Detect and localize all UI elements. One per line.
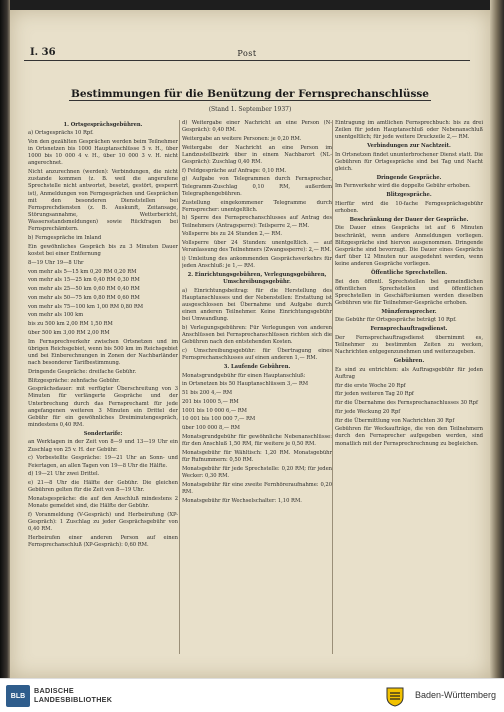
paragraph: In Ortsnetzen findet ununterbrochener Dienst statt. Die Gebühren für Ortsgespräche sind bei Tag und Nacht gleich.: [335, 151, 483, 173]
paragraph: von mehr als 25—50 km 0,60 RM 0,40 RM: [28, 286, 140, 293]
paragraph: b) Ferngespräche im Inland: [28, 235, 102, 242]
paragraph: über 500 km 3,00 RM 2,00 RM: [28, 329, 110, 336]
section-heading: 3. Laufende Gebühren.: [223, 364, 291, 371]
paragraph: für die erste Woche 20 Rpf: [335, 382, 406, 389]
column-divider: [179, 120, 180, 654]
blb-logo: BLB: [6, 685, 30, 707]
paragraph: e) 21—8 Uhr die Hälfte der Gebühr. Die gleichen Gebühren gelten für die Zeit von 8—19 Uhr.: [28, 480, 178, 494]
paragraph: Gesprächsdauer: mit verfügter Überschreitung von 3 Minuten für verlängerte Gespräche und der Unterbrechung durch das Fernsprechamt für jede angefangenen weiteren 3 Minuten ein Drittel der Gebühr für ein gewöhnliches Dreiminutengespräch, mindestens 0,40 RM.: [28, 386, 178, 429]
paragraph: 201 bis 1000 5,— RM: [182, 398, 239, 405]
paragraph: c) Umschreibungsgebühr: für Übertragung eines Fernsprechanschlusses auf einen anderen 1,— RM.: [182, 348, 332, 362]
section-heading: Gebühren.: [393, 357, 425, 364]
paragraph: Im Fernsprechverkehr zwischen Ortsnetzen und im übrigen Reichsgebiet, wenn bis 500 km im Reichsgebiet und bei Einberechnungen in Zonen der Nachbarländer nach besonderer Tarifbestimmung.: [28, 338, 178, 366]
column-divider: [332, 120, 333, 654]
paragraph: für jede Weckung 20 Rpf: [335, 408, 401, 415]
paragraph: a) Einrichtungsbeitrag: für die Herstellung des Hauptanschlusses und der Nebenstellen: Erstattung ist ausgeschlossen bei Übernahme und Aufgabe durch einen anderen Teilnehmer. Keine Einrichtungsgebühr bei Umwandlung.: [182, 287, 332, 323]
paragraph: a) Ortsgesprächs 10 Rpf.: [28, 130, 94, 137]
paragraph: über 100 000 8,— RM: [182, 425, 240, 432]
section-heading: 1. Ortsgesprächsgebühren.: [63, 121, 143, 128]
paragraph: Im Fernverkehr wird die doppelte Gebühr erhoben.: [335, 183, 471, 190]
paragraph: für jeden weiteren Tag 20 Rpf: [335, 391, 414, 398]
paragraph: Monatsgebühr für jede Sprechstelle: 0,20 RM; für jeden Wecker: 0,30 RM.: [182, 465, 332, 479]
paragraph: Monatsgespräche: die auf den Anschluß mindestens 2 Monate gemeldet sind, die Hälfte der Gebühr.: [28, 495, 178, 510]
paragraph: d) Weitergabe einer Nachricht an eine Person (N-Gespräch): 0,40 RM.: [182, 120, 332, 134]
paragraph: Zustellung eingekommener Telegramme durch Fernsprecher: unentgeltlich.: [182, 199, 332, 213]
paragraph: Monatsgebühr für Wähltisch: 1,20 RM. Monatsgebühr für Rufnummern: 0,50 RM.: [182, 449, 332, 464]
section-heading: Blitzgespräche.: [386, 192, 432, 199]
paragraph: an Werktagen in der Zeit von 8—9 und 13—19 Uhr ein Zuschlag von 25 v. H. der Gebühr.: [28, 439, 178, 453]
section-title: Post: [237, 49, 257, 58]
paragraph: Monatsgebühr für Wechselschalter: 1,10 RM.: [182, 497, 302, 504]
paragraph: von mehr als 15—25 km 0,40 RM 0,30 RM: [28, 277, 140, 284]
section-heading: Sondertarife:: [83, 430, 123, 437]
paragraph: Von den gezählten Gesprächen werden beim Teilnehmer in Ortsnetzen bis 1000 Hauptanschlüsse 5 v. H., über 1000 bis 10 000 4 v. H., über 10 000 3 v. H. nicht angerechnet.: [28, 138, 178, 167]
paragraph: 10 001 bis 100 000 7,— RM: [182, 416, 256, 423]
paragraph: 1001 bis 10 000 6,— RM: [182, 407, 247, 414]
paragraph: Ein gewöhnliches Gespräch bis zu 3 Minuten Dauer kostet bei einer Entfernung: [28, 243, 178, 258]
book-binding: [0, 0, 10, 678]
paragraph: Eintragung im amtlichen Fernsprechbuch: bis zu drei Zeilen für jeden Hauptanschluß oder Nebenanschluß unentgeltlich; für jede weitere Druckzeile 2,— RM.: [335, 120, 483, 141]
document-title: [10, 88, 490, 100]
book-page: [10, 10, 490, 678]
paragraph: 51 bis 200 4,— RM: [182, 390, 233, 397]
paragraph: Vollsperre bis zu 24 Stunden 2,— RM.: [182, 231, 283, 238]
section-heading: Fernsprechauftragsdienst.: [370, 326, 448, 333]
paragraph: in Ortsnetzen bis 50 Hauptanschlüssen 3,— RM: [182, 381, 309, 388]
paragraph: Herbeirufen einer anderen Person auf einen Fernsprechanschluß (XP-Gespräch): 0,60 RM.: [28, 534, 178, 549]
paragraph: b) Verlegungsgebühren: Für Verlegungen von anderen Anschlüssen bei Fernsprechanschlüssen richten sich die Gebühren nach den entstehenden Kosten.: [182, 325, 332, 346]
state-crest-icon: [384, 685, 406, 707]
paragraph: Bei den öffentl. Sprechstellen bei gemeindlichen öffentlichen Sprechstellen und öffentlichen Sprechstellen in Geschäftsräumen werden dieselben Gebühren wie für Teilnehmer-Gespräche erhoben.: [335, 278, 483, 307]
section-heading: Öffentliche Sprechstellen.: [371, 269, 447, 276]
paragraph: Gebühren für Weckaufträge, die von den Teilnehmern durch den Fernsprecher aufgegeben werden, sind monatlich mit der Fernsprechrechnung zu begleichen.: [335, 426, 483, 447]
paragraph: f) Feldgespräche auf Anfrage: 0,10 RM.: [182, 167, 287, 174]
paragraph: von mehr als 5—15 km 0,20 RM 0,20 RM: [28, 268, 137, 275]
column-2: [182, 120, 332, 654]
page-number: I. 36: [30, 47, 56, 58]
page-header: [24, 42, 470, 61]
paragraph: für die Übermittlung von Nachrichten 30 Rpf: [335, 417, 455, 424]
paragraph: Weitergabe an weitere Personen: je 0,20 RM.: [182, 135, 302, 142]
paragraph: Der Fernsprechauftragsdienst übernimmt es, Teilnehmer zu bestimmten Zeiten zu wecken, Nachrichten entgegenzunehmen und weiterzugeben.: [335, 334, 483, 356]
paragraph: von mehr als 75—100 km 1,00 RM 0,80 RM: [28, 303, 144, 310]
section-heading: Verbindungen zur Nachtzeit.: [367, 143, 451, 150]
paragraph: Dringende Gespräche: dreifache Gebühr.: [28, 368, 137, 375]
document-subtitle: (Stand 1. September 1937): [208, 106, 292, 113]
paragraph: Es sind zu entrichten: als Auftragsgebühr für jeden Auftrag: [335, 366, 483, 380]
paragraph: g) Aufgabe von Telegrammen durch Fernsprecher, Telegramm-Zuschlag 0,10 RM, außerdem Telegraphengebühren.: [182, 176, 332, 197]
paragraph: Die Gebühr für Ortsgespräche beträgt 10 Rpf.: [335, 317, 457, 324]
paragraph: Monatsgrundgebühr für gewöhnliche Nebenanschlüsse: für den Anschluß 1,50 RM, für weitere je 0,50 RM.: [182, 433, 332, 448]
section-heading: Beschränkung der Dauer der Gespräche.: [349, 216, 469, 223]
page-edge: [490, 0, 504, 678]
paragraph: 8—19 Uhr 19—8 Uhr: [28, 259, 84, 266]
paragraph: i) Umleitung des ankommenden Gesprächsverkehrs für jeden Anschluß: je 1,— RM.: [182, 256, 332, 270]
paragraph: c) Vorbestellte Gespräche: 19—21 Uhr an Sonn- und Feiertagen, an allen Tagen von 19—8 Uhr die Hälfte.: [28, 455, 178, 469]
column-1: [28, 120, 178, 654]
paragraph: Weitergabe der Nachricht an eine Person im Landzustellbezirk über in einem Nachbarort (NL-Gespräch): Zuschlag 0,40 RM.: [182, 144, 332, 165]
paragraph: f) Voranmeldung (V-Gespräch) und Herbeirufung (XP-Gespräch): 1 Zuschlag zu jeder Gesprächsgebühr von 0,40 RM.: [28, 511, 178, 533]
library-name-line2: LANDESBIBLIOTHEK: [34, 694, 113, 704]
library-name-line1: BADISCHE: [34, 686, 74, 695]
section-heading: Dringende Gespräche.: [376, 174, 442, 181]
paragraph: Hierfür wird die 10-fache Ferngesprächsgebühr erhoben.: [335, 200, 483, 214]
paragraph: von mehr als 50—75 km 0,80 RM 0,60 RM: [28, 294, 140, 301]
paragraph: für die Übernahme des Fernsprechanschlusses 30 Rpf: [335, 400, 478, 406]
library-name: [34, 687, 112, 704]
paragraph: d) 19—21 Uhr zwei Drittel.: [28, 471, 100, 478]
paragraph: h) Sperre des Fernsprechanschlusses auf Antrag des Teilnehmers (Antragsperre): Teilsperre 2,— RM.: [182, 215, 332, 229]
paragraph: bis zu 500 km 2,00 RM 1,50 RM: [28, 321, 113, 328]
footer-bar: [0, 678, 504, 712]
paragraph: Nicht anzurechnen (werden): Verbindungen, die nicht zustande kommen (z. B. weil die angerufene Sprechstelle nicht antwortet, besetzt, gestört, gesperrt ist), Anmeldungen von Ferngesprächen und Gesprächen mit den besonderen Dienststellen bei Fernsprechdiensten (z. B. Auskunft, Zeitansage, Störungsannahme, Wetterbericht, Wassersstandsmeldungen) sowie Rückfragen bei Fernsprechämtern.: [28, 169, 178, 233]
paragraph: von mehr als 100 km: [28, 312, 84, 319]
paragraph: Vollsperre über 24 Stunden: unentgeltlich. — auf Veranlassung des Teilnehmers (Zwangssperre): 2,— RM.: [182, 240, 332, 254]
state-name: Baden-Württemberg: [414, 690, 496, 700]
paragraph: Monatsgrundgebühr für einen Hauptanschluß:: [182, 372, 306, 379]
document-title-text: Bestimmungen für die Benützung der Fernsprechanschlüsse: [71, 88, 429, 100]
paragraph: Die Dauer eines Gesprächs ist auf 6 Minuten beschränkt, wenn andere Anmeldungen vorliegen. Blitzgespräche sind hiervon ausgenommen. Dringende Gespräche sind bevorzugt. Die Dauer eines Gesprächs darf über 12 Minuten nur ausgedehnt werden, wenn keine anderen Gespräche vorliegen.: [335, 225, 483, 268]
paragraph: Monatsgebühr für eine zweite Fernhöreraufnahme: 0,20 RM.: [182, 481, 332, 495]
paragraph: Blitzgespräche: zehnfache Gebühr.: [28, 377, 120, 384]
section-heading: Münzfernsprecher.: [381, 308, 437, 315]
column-3: [335, 120, 483, 654]
section-heading: 2. Einrichtungsgebühren, Verlegungsgebühren, Umschreibungsgebühr.: [187, 271, 327, 286]
